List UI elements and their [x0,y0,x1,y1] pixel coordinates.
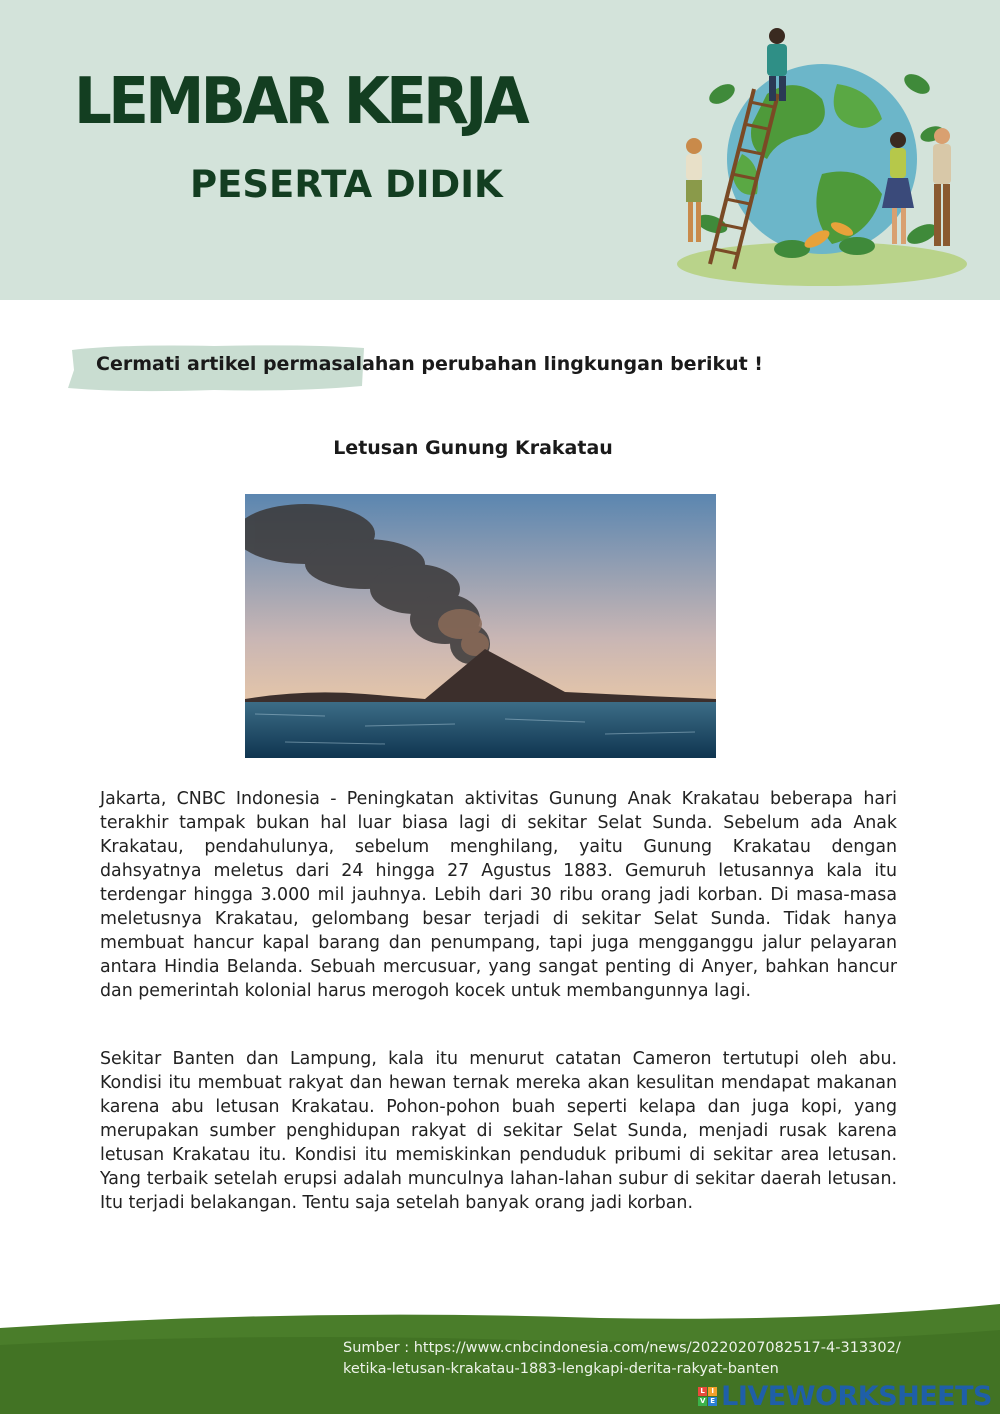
instruction-text: Cermati artikel permasalahan perubahan lingkungan berikut ! [96,353,763,375]
liveworksheets-watermark [698,1383,992,1410]
page-title: LEMBAR KERJA [74,65,526,139]
earth-gardening-illustration [672,24,972,289]
volcano-photo [245,494,716,758]
article-paragraph: Jakarta, CNBC Indonesia - Peningkatan aktivitas Gunung Anak Krakatau beberapa hari terakhir tampak bukan hal luar biasa lagi di sekitar Selat Sunda. Sebelum ada Anak Krakatau, pendahulunya, sebelum menghilang, yaitu Gunung Krakatau dengan dahsyatnya meletus dari 24 hingga 27 Agustus 1883. Gemuruh letusannya kala itu terdengar hingga 3.000 mil jauhnya. Lebih dari 30 ribu orang jadi korban. Di masa-masa meletusnya Krakatau, gelombang besar terjadi di sekitar Selat Sunda. Tidak hanya membuat hancur kapal barang dan penumpang, tapi juga mengganggu jalur pelayaran antara Hindia Belanda. Sebuah mercusuar, yang sangat penting di Anyer, bahkan hancur dan pemerintah kolonial harus merogoh kocek untuk membangunnya lagi. [100,789,897,1001]
liveworksheets-logo-icon: L I V E [698,1387,717,1406]
source-citation[interactable]: Sumber : https://www.cnbcindonesia.com/news/20220207082517-4-313302/ketika-letusan-krakatau-1883-lengkapi-derita-rakyat-banten [343,1340,901,1377]
liveworksheets-wordmark: LIVEWORKSHEETS [721,1381,992,1412]
article-title: Letusan Gunung Krakatau [333,437,613,459]
article-paragraph: Sekitar Banten dan Lampung, kala itu menurut catatan Cameron tertutupi oleh abu. Kondisi itu membuat rakyat dan hewan ternak mereka akan kesulitan mendapat makanan karena abu letusan Krakatau. Pohon-pohon buah seperti kelapa dan juga kopi, yang merupakan sumber penghidupan rakyat di sekitar Selat Sunda, menjadi rusak karena letusan Krakatau itu. Kondisi itu memiskinkan penduduk pribumi di sekitar area letusan. Yang terbaik setelah erupsi adalah munculnya lahan-lahan subur di sekitar daerah letusan. Itu terjadi belakangan. Tentu saja setelah banyak orang jadi korban. [100,1049,897,1213]
page-subtitle: PESERTA DIDIK [190,163,503,206]
